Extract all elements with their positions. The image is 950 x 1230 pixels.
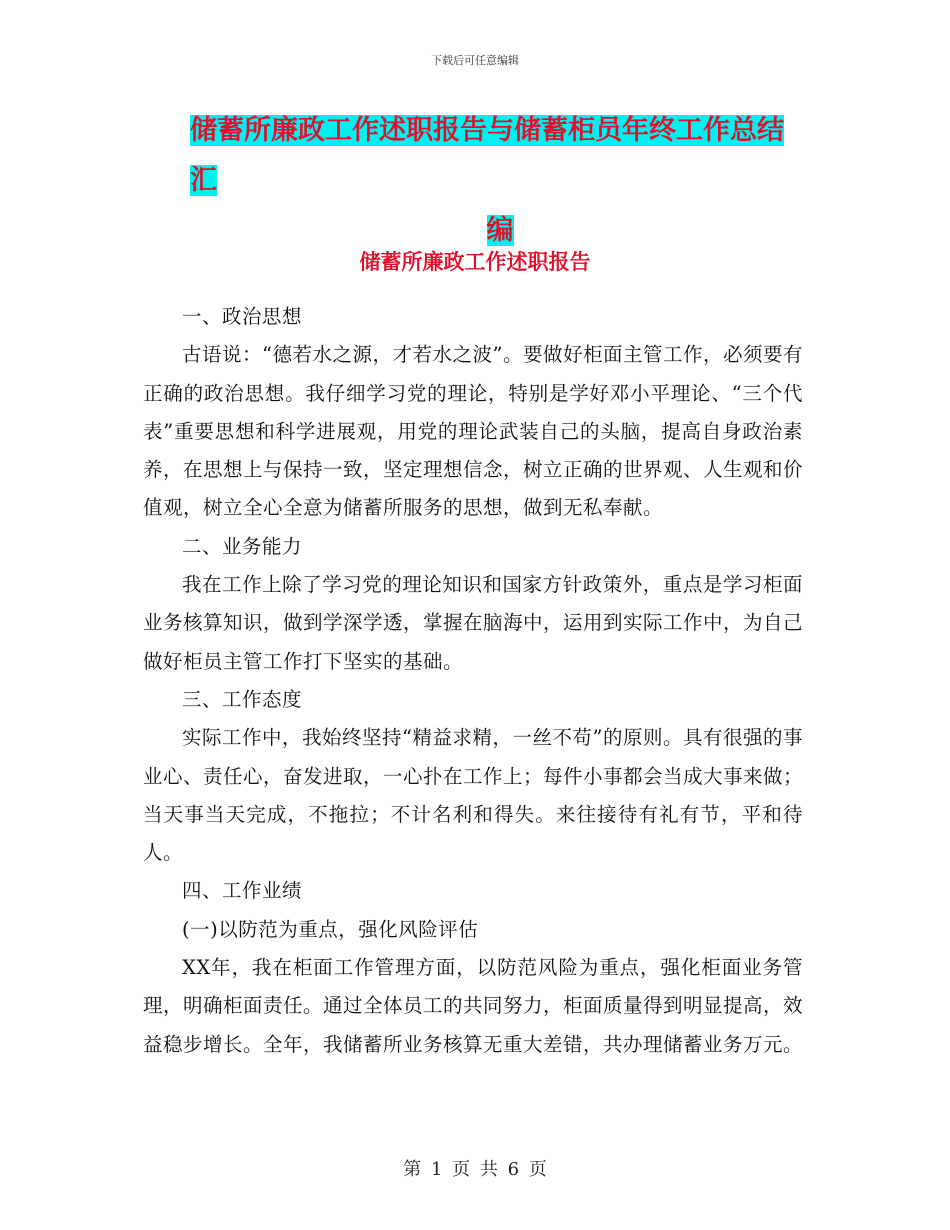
section-title: 储蓄所廉政工作述职报告 xyxy=(359,250,591,274)
page-footer: 第 1 页 共 6 页 xyxy=(403,1159,547,1180)
heading-business-ability: 二、业务能力 xyxy=(182,534,303,558)
paragraph: 我在工作上除了学习党的理论知识和国家方针政策外，重点是学习柜面业务核算知识，做到学深学透，掌握在脑海中，运用到实际工作中，为自己做好柜员主管工作打下坚实的基础。 xyxy=(143,573,804,673)
document-title xyxy=(190,106,810,256)
subheading-risk-prevention: (一)以防范为重点，强化风险评估 xyxy=(182,917,479,941)
paragraph: 实际工作中，我始终坚持“精益求精，一丝不苟”的原则。具有很强的事业心、责任心，奋发进取，一心扑在工作上；每件小事都会当成大事来做；当天事当天完成，不拖拉；不计名利和得失。来往接待有礼有节，平和待人。 xyxy=(143,726,804,865)
heading-political-thought: 一、政治思想 xyxy=(182,305,303,328)
document-title-line1: 储蓄所廉政工作述职报告与储蓄柜员年终工作总结汇 xyxy=(190,115,784,196)
document-title-line2: 编 xyxy=(486,215,514,246)
paragraph: XX年，我在柜面工作管理方面，以防范风险为重点，强化柜面业务管理，明确柜面责任。通过全体员工的共同努力，柜面质量得到明显提高，效益稳步增长。全年，我储蓄所业务核算无重大差错，共办理储蓄业务万元。 xyxy=(143,956,804,1056)
heading-work-performance: 四、工作业绩 xyxy=(182,879,303,903)
page-header-note: 下载后可任意编辑 xyxy=(431,54,519,67)
paragraph: 古语说：“德若水之源，才若水之波”。要做好柜面主管工作，必须要有正确的政治思想。我仔细学习党的理论，特别是学好邓小平理论、“三个代表”重要思想和科学进展观，用党的理论武装自己的头脑，提高自身政治素养，在思想上与保持一致，坚定理想信念，树立正确的世界观、人生观和价值观，树立全心全意为储蓄所服务的思想，做到无私奉献。 xyxy=(143,343,804,520)
document-body xyxy=(143,298,803,1064)
heading-work-attitude: 三、工作态度 xyxy=(182,687,303,711)
